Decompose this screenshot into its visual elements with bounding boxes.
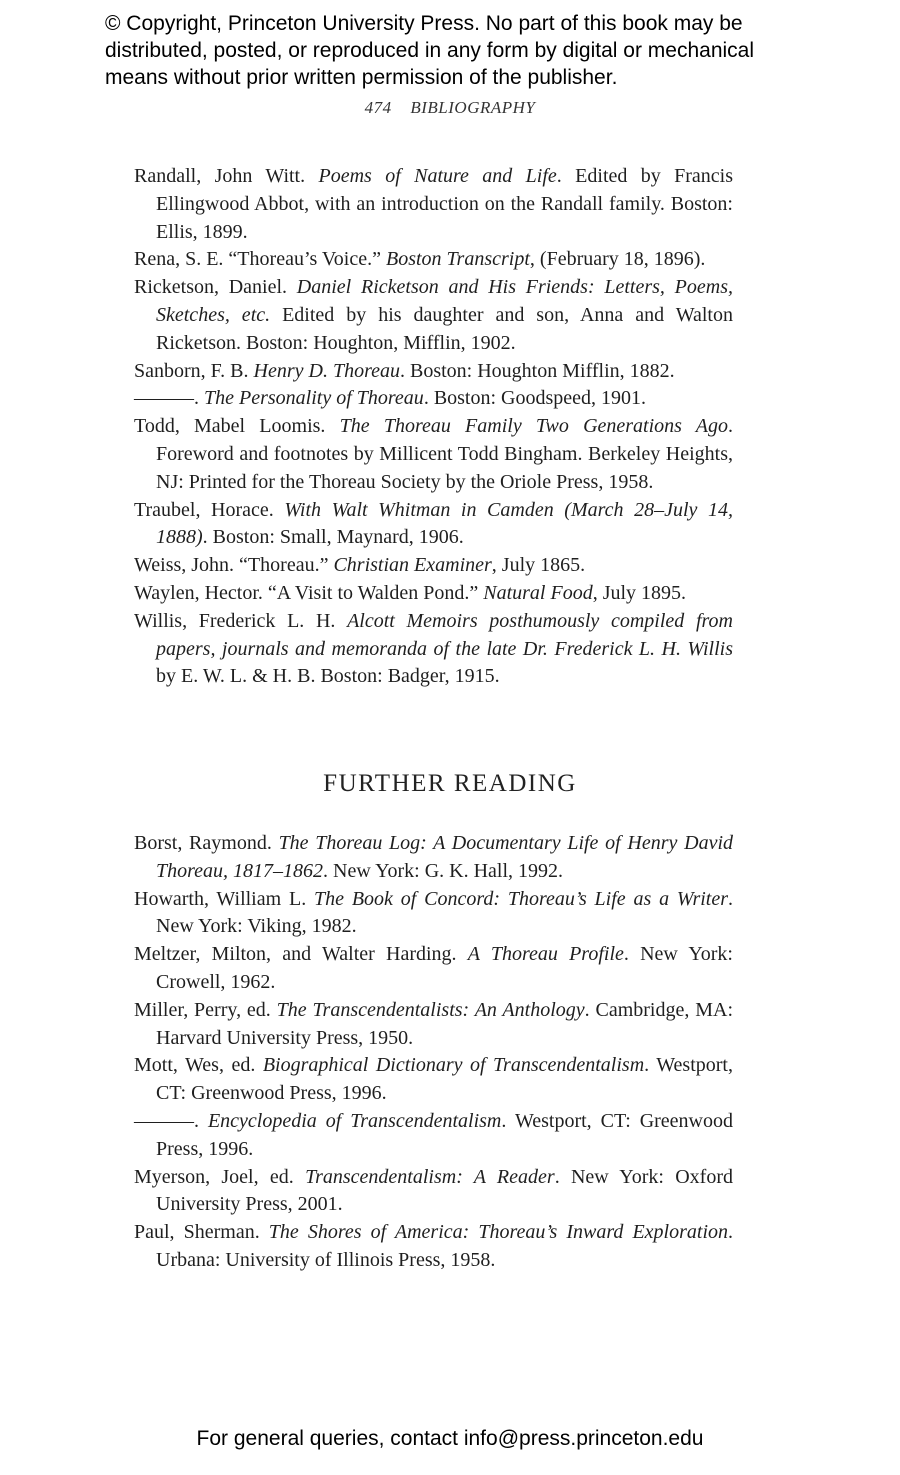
further-reading-entry: Howarth, William L. The Book of Concord: Thoreau’s Life as a Writer. New York: Viking, 1982. [134, 887, 733, 938]
running-head-title: BIBLIOGRAPHY [410, 98, 536, 117]
bibliography-entry: Rena, S. E. “Thoreau’s Voice.” Boston Transcript, (February 18, 1896). [134, 248, 706, 271]
bibliography-entry: Weiss, John. “Thoreau.” Christian Examiner, July 1865. [134, 554, 586, 577]
further-reading-entry: Myerson, Joel, ed. Transcendentalism: A Reader. New York: Oxford University Press, 2001. [134, 1165, 733, 1216]
copyright-line: distributed, posted, or reproduced in any form by digital or mechanical [105, 39, 755, 62]
further-reading-entry: Mott, Wes, ed. Biographical Dictionary of Transcendentalism. Westport, CT: Greenwood Press, 1996. [134, 1054, 733, 1105]
running-head [0, 98, 900, 118]
copyright-line: means without prior written permission of the publisher. [105, 66, 618, 89]
page-number: 474 [364, 98, 392, 117]
bibliography-entry: Todd, Mabel Loomis. The Thoreau Family Two Generations Ago. Foreword and footnotes by Millicent Todd Bingham. Berkeley Heights, NJ: Printed for the Thoreau Society by the Oriole Press, 1958. [134, 415, 734, 493]
section-heading: FURTHER READING [323, 770, 577, 797]
bibliography-list [134, 163, 733, 691]
copyright-line: © Copyright, Princeton University Press. No part of this book may be [105, 12, 743, 35]
further-reading-entry: Meltzer, Milton, and Walter Harding. A Thoreau Profile. New York: Crowell, 1962. [134, 943, 733, 993]
bibliography-entry: Traubel, Horace. With Walt Whitman in Camden (March 28–July 14, 1888). Boston: Small, Maynard, 1906. [134, 498, 733, 549]
footer-contact: For general queries, contact info@press.princeton.edu [196, 1427, 704, 1450]
further-reading-entry: Borst, Raymond. The Thoreau Log: A Documentary Life of Henry David Thoreau, 1817–1862. New York: G. K. Hall, 1992. [134, 832, 734, 882]
copyright-notice [105, 10, 825, 91]
bibliography-entry: Waylen, Hector. “A Visit to Walden Pond.” Natural Food, July 1895. [134, 581, 687, 604]
bibliography-entry: Randall, John Witt. Poems of Nature and Life. Edited by Francis Ellingwood Abbot, with an introduction on the Randall family. Boston: Ellis, 1899. [134, 165, 733, 243]
further-reading-entry: ———. Encyclopedia of Transcendentalism. Westport, CT: Greenwood Press, 1996. [134, 1109, 733, 1160]
further-reading-entry: Paul, Sherman. The Shores of America: Thoreau’s Inward Exploration. Urbana: University of Illinois Press, 1958. [134, 1221, 733, 1271]
bibliography-entry: Ricketson, Daniel. Daniel Ricketson and His Friends: Letters, Poems, Sketches, etc. Edited by his daughter and son, Anna and Walton Ricketson. Boston: Houghton, Mifflin, 1902. [134, 276, 733, 354]
bibliography-entry: Willis, Frederick L. H. Alcott Memoirs posthumously compiled from papers, journals and memoranda of the late Dr. Frederick L. H. Willis by E. W. L. & H. B. Boston: Badger, 1915. [134, 609, 733, 688]
further-reading-list [134, 830, 733, 1275]
further-reading-entry: Miller, Perry, ed. The Transcendentalists: An Anthology. Cambridge, MA: Harvard University Press, 1950. [134, 998, 733, 1049]
bibliography-entry: Sanborn, F. B. Henry D. Thoreau. Boston: Houghton Mifflin, 1882. [134, 359, 675, 382]
bibliography-entry: ———. The Personality of Thoreau. Boston: Goodspeed, 1901. [134, 387, 647, 410]
